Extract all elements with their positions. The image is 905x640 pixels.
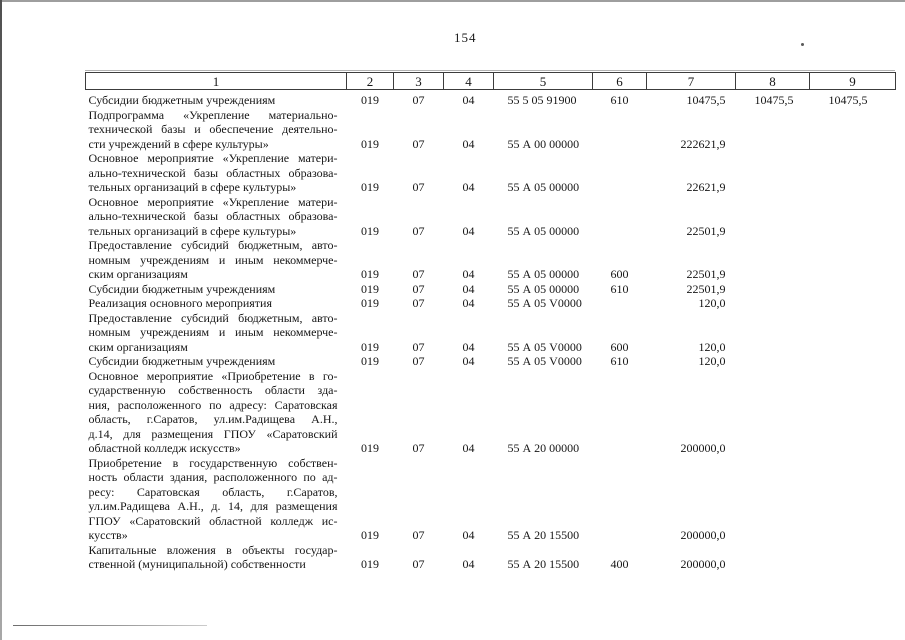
row-name-line: ГПОУ «Саратовский областной колледж ис- <box>88 513 338 528</box>
cell-col-9 <box>810 108 896 152</box>
cell-col-9 <box>810 456 896 543</box>
cell-col-8 <box>736 543 810 572</box>
table-row <box>86 195 896 239</box>
column-header: 5 <box>494 73 593 90</box>
row-name-line: Приобретение в государственную собствен- <box>88 455 338 470</box>
row-name-cell <box>86 108 347 152</box>
table-row <box>86 282 896 297</box>
row-name-line: Подпрограмма «Укрепление материально- <box>88 107 338 122</box>
column-header: 8 <box>736 73 810 90</box>
cell-col-3: 07 <box>412 136 425 151</box>
cell-col-8 <box>736 108 810 152</box>
table-row <box>86 369 896 456</box>
cell-col-7: 22621,9 <box>686 180 726 194</box>
cell-col-8 <box>736 311 810 355</box>
cell-col-5: 55 А 05 00000 <box>507 180 580 194</box>
row-name-line: область, г.Саратов, ул.им.Радищева А.Н., <box>88 412 338 426</box>
cell-col-4: 04 <box>462 180 475 194</box>
budget-table <box>85 72 896 572</box>
cell-col-8: 10475,5 <box>754 93 794 107</box>
cell-col-7: 22501,9 <box>686 223 726 238</box>
cell-col-7: 200000,0 <box>680 528 726 542</box>
row-name-line: номным учреждениям и иным некоммерче- <box>88 252 338 267</box>
row-name-line: Предоставление субсидий бюджетным, авто- <box>88 310 338 325</box>
row-name-line: ность области здания, расположенного по ад- <box>88 470 338 484</box>
cell-col-8 <box>736 195 810 239</box>
cell-col-9 <box>810 238 896 282</box>
cell-col-3: 07 <box>412 267 425 281</box>
scan-edge-left <box>0 0 2 640</box>
cell-col-2: 019 <box>361 281 379 296</box>
cell-col-3: 07 <box>412 354 425 368</box>
row-name-line: кусств» <box>88 528 128 542</box>
row-name-line: д.14, для размещения ГПОУ «Саратовский <box>88 426 338 441</box>
table-row <box>86 354 896 369</box>
cell-col-4: 04 <box>462 354 475 368</box>
row-name-line: Субсидии бюджетным учреждениям <box>88 281 276 296</box>
cell-col-2: 019 <box>361 296 379 310</box>
cell-col-5: 55 5 05 91900 <box>507 93 577 107</box>
cell-col-6 <box>593 456 647 543</box>
row-name-line: ально-технической базы областных образова- <box>88 209 338 223</box>
row-name-line: Субсидии бюджетным учреждениям <box>88 354 276 368</box>
row-name-line: Капитальные вложения в объекты государ- <box>88 542 338 557</box>
cell-col-6: 610 <box>610 354 629 368</box>
cell-col-8 <box>736 456 810 543</box>
scan-speck <box>801 43 804 46</box>
cell-col-3: 07 <box>412 557 425 571</box>
cell-col-7: 10475,5 <box>686 93 726 107</box>
cell-col-8 <box>736 238 810 282</box>
cell-col-5: 55 А 05 V0000 <box>507 354 582 368</box>
cell-col-9 <box>810 151 896 195</box>
cell-col-4: 04 <box>462 136 475 151</box>
cell-col-3: 07 <box>412 339 425 354</box>
row-name-cell <box>86 311 347 355</box>
cell-col-4: 04 <box>462 339 475 354</box>
scan-edge-top <box>0 0 905 2</box>
row-name-line: тельных организаций в сфере культуры» <box>88 180 297 194</box>
cell-col-4: 04 <box>462 93 475 107</box>
row-name-line: ния, расположенного по адресу: Саратовская <box>88 397 338 412</box>
table-row <box>86 90 896 108</box>
row-name-line: сти учреждений в сфере культуры» <box>88 136 269 151</box>
row-name-line: ским организациям <box>88 267 188 281</box>
cell-col-7: 120,0 <box>698 354 726 368</box>
cell-col-6: 600 <box>610 267 629 281</box>
row-name-line: тельных организаций в сфере культуры» <box>88 223 297 238</box>
cell-col-5: 55 А 05 00000 <box>507 267 580 281</box>
cell-col-2: 019 <box>361 528 379 542</box>
cell-col-2: 019 <box>361 557 379 571</box>
cell-col-6 <box>593 296 647 311</box>
cell-col-4: 04 <box>462 267 475 281</box>
column-header: 2 <box>347 73 394 90</box>
cell-col-5: 55 А 20 00000 <box>507 441 580 455</box>
row-name-line: номным учреждениям и иным некоммерче- <box>88 325 338 339</box>
row-name-cell <box>86 543 347 572</box>
cell-col-5: 55 А 20 15500 <box>507 528 580 542</box>
cell-col-7: 200000,0 <box>680 441 726 455</box>
cell-col-8 <box>736 296 810 311</box>
row-name-cell <box>86 151 347 195</box>
table-row <box>86 296 896 311</box>
column-header: 7 <box>647 73 736 90</box>
cell-col-9 <box>810 311 896 355</box>
cell-col-7: 120,0 <box>698 339 726 354</box>
row-name-cell <box>86 282 347 297</box>
cell-col-6: 600 <box>610 339 629 354</box>
cell-col-7: 120,0 <box>698 296 726 310</box>
row-name-cell <box>86 296 347 311</box>
budget-table-wrap <box>85 70 895 572</box>
row-name-line: ресу: Саратовская область, г.Саратов, <box>88 484 338 499</box>
cell-col-2: 019 <box>361 136 379 151</box>
column-header: 9 <box>810 73 896 90</box>
cell-col-2: 019 <box>361 354 379 368</box>
table-row <box>86 311 896 355</box>
row-name-line: ул.им.Радищева А.Н., д. 14, для размещения <box>88 499 338 513</box>
table-row <box>86 151 896 195</box>
cell-col-3: 07 <box>412 281 425 296</box>
cell-col-2: 019 <box>361 180 379 194</box>
cell-col-4: 04 <box>462 281 475 296</box>
cell-col-5: 55 А 05 V0000 <box>507 339 582 354</box>
table-row <box>86 238 896 282</box>
cell-col-9 <box>810 195 896 239</box>
column-header: 6 <box>593 73 647 90</box>
cell-col-8 <box>736 354 810 369</box>
cell-col-4: 04 <box>462 296 475 310</box>
cell-col-3: 07 <box>412 296 425 310</box>
cell-col-8 <box>736 369 810 456</box>
cell-col-3: 07 <box>412 528 425 542</box>
row-name-line: Основное мероприятие «Приобретение в го- <box>88 368 338 383</box>
cell-col-7: 200000,0 <box>680 557 726 571</box>
row-name-line: Основное мероприятие «Укрепление матери- <box>88 151 338 165</box>
row-name-cell <box>86 238 347 282</box>
column-header: 4 <box>444 73 494 90</box>
cell-col-2: 019 <box>361 223 379 238</box>
row-name-line: технической базы и обеспечение деятельно- <box>88 122 338 136</box>
cell-col-6 <box>593 108 647 152</box>
cell-col-3: 07 <box>412 180 425 194</box>
row-name-cell <box>86 195 347 239</box>
row-name-cell <box>86 90 347 108</box>
row-name-line: Основное мероприятие «Укрепление матери- <box>88 194 338 209</box>
row-name-line: ально-технической базы областных образова- <box>88 165 338 180</box>
cell-col-8 <box>736 151 810 195</box>
cell-col-3: 07 <box>412 93 425 107</box>
cell-col-2: 019 <box>361 93 379 107</box>
cell-col-9: 10475,5 <box>828 93 868 107</box>
table-row <box>86 543 896 572</box>
column-header: 1 <box>86 73 347 90</box>
page-number: 154 <box>454 30 477 45</box>
cell-col-9 <box>810 369 896 456</box>
table-row <box>86 456 896 543</box>
row-name-line: ским организациям <box>88 339 188 354</box>
cell-col-7: 22501,9 <box>686 267 726 281</box>
cell-col-6: 610 <box>610 93 629 107</box>
cell-col-2: 019 <box>361 339 379 354</box>
cell-col-9 <box>810 543 896 572</box>
table-row <box>86 108 896 152</box>
cell-col-4: 04 <box>462 557 475 571</box>
cell-col-5: 55 А 00 00000 <box>507 136 580 151</box>
cell-col-5: 55 А 05 V0000 <box>507 296 582 310</box>
cell-col-4: 04 <box>462 223 475 238</box>
row-name-cell <box>86 369 347 456</box>
cell-col-9 <box>810 354 896 369</box>
cell-col-8 <box>736 282 810 297</box>
table-header-row <box>86 73 896 90</box>
cell-col-2: 019 <box>361 267 379 281</box>
cell-col-9 <box>810 296 896 311</box>
row-name-line: Субсидии бюджетным учреждениям <box>88 93 276 107</box>
cell-col-3: 07 <box>412 441 425 455</box>
row-name-cell <box>86 456 347 543</box>
cell-col-7: 22501,9 <box>686 281 726 296</box>
cell-col-6 <box>593 369 647 456</box>
cell-col-6 <box>593 195 647 239</box>
row-name-line: ственной (муниципальной) собственности <box>88 557 306 571</box>
column-header: 3 <box>394 73 444 90</box>
row-name-line: Предоставление субсидий бюджетным, авто- <box>88 238 338 252</box>
cell-col-5: 55 А 20 15500 <box>507 557 580 571</box>
row-name-line: сударственную собственность области зда- <box>88 383 338 397</box>
cell-col-3: 07 <box>412 223 425 238</box>
cell-col-6: 610 <box>610 281 629 296</box>
cell-col-9 <box>810 282 896 297</box>
cell-col-4: 04 <box>462 441 475 455</box>
footnote-rule <box>13 625 207 626</box>
cell-col-6 <box>593 151 647 195</box>
row-name-line: Реализация основного мероприятия <box>88 296 272 310</box>
cell-col-4: 04 <box>462 528 475 542</box>
cell-col-2: 019 <box>361 441 379 455</box>
cell-col-5: 55 А 05 00000 <box>507 281 580 296</box>
cell-col-6: 400 <box>610 557 629 571</box>
row-name-line: областной колледж искусств» <box>88 441 241 455</box>
cell-col-7: 222621,9 <box>680 136 726 151</box>
cell-col-5: 55 А 05 00000 <box>507 223 580 238</box>
row-name-cell <box>86 354 347 369</box>
